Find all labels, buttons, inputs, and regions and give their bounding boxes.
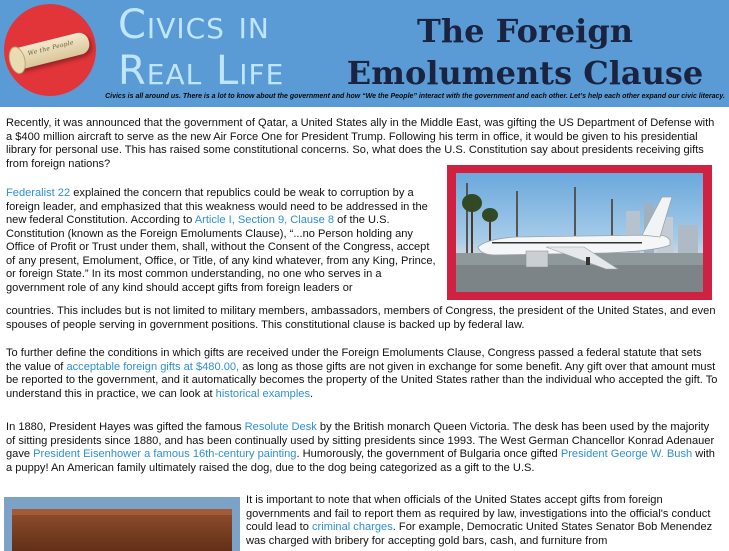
site-logo-text [118,2,328,94]
aircraft-photo-frame [447,165,712,300]
para4-text-3: . Humorously, the government of Bulgaria once gifted [296,448,561,460]
statute-paragraph [6,347,718,401]
criminal-charges-link[interactable]: criminal charges [312,521,393,533]
para4-text-2: by the British monarch Queen Victoria. The desk has been used by the majority of sitting presidents since 1880, and has been continually used by sitting presidents since 1993. The West German Chancellor Konrad Adenauer gave [6,421,715,460]
examples-paragraph [6,421,718,475]
intro-paragraph: Recently, it was announced that the government of Qatar, a United States ally in the Middle East, was gifting the US Department of Defense with a $400 million aircraft to serve as the new Air Force One for President Trump. Following his term in office, it would be given to his presidential library for personal use. This has raised some constitutional concerns. So, what does the U.S. Constitution say about presidents receiving gifts from foreign nations? [6,117,715,170]
para2-text-2: of the U.S. Constitution (known as the Foreign Emoluments Clause), “...no Person holding any Office of Profit or Trust under them, shall, without the Consent of the Congress, accept of any present, Emolument, Office, or Title, of any kind whatever, from any King, Prince, or foreign State.” In its most common understanding, no one who serves in a government role of any kind should accept gifts from foreign leaders or [6,214,436,294]
page-title [345,10,705,94]
federalist-paragraph [6,187,438,295]
resolute-desk-photo [12,509,232,551]
airplane-image [456,173,703,292]
para3-text-1: To further define the conditions in which gifts are received under the Foreign Emoluments Clause, Congress passed a federal statute that sets the value of [6,347,702,373]
historical-examples-link[interactable]: historical examples [215,387,311,400]
george-w-bush-link[interactable]: President George W. Bush [560,448,693,460]
charges-paragraph [246,494,716,548]
federalist-22-link[interactable]: Federalist 22 [6,187,71,199]
article-1-link[interactable]: Article I, Section 9, Clause 8 [194,214,335,226]
para2-text-1: explained the concern that republics could be weak to corruption by a foreign leader, and emphasized that this weakness would need to be addressed in the new federal Constitution. According to [6,187,428,226]
header-banner [0,0,729,107]
resolute-desk-link[interactable]: Resolute Desk [244,421,317,433]
para3-text-2: as long as those gifts are not given in exchange for some benefit. Any gift over that amount must be reported to the government, and it automatically becomes the property of the United States rather than the individual who accepted the gift. To understand this in practice, we can look at [6,360,718,400]
para3-text-3: . [310,387,314,400]
logo-line-1: Civics in [118,2,270,48]
para4-text-4: with a puppy! An American family ultimately raised the dog, due to the dog being categorized as a gift to the U.S. [6,448,715,474]
scroll-text: We the People [27,39,75,58]
title-line-2: Emoluments Clause [346,54,704,92]
title-line-1: The Foreign [417,12,633,50]
resolute-desk-photo-frame [4,497,240,551]
tagline: Civics is all around us. There is a lot to know about the government and how “We the People” interact with the government and each other. Let’s help each other expand our civic literacy. [105,93,725,100]
federalist-continued: countries. This includes but is not limited to military members, ambassadors, members of Congress, the president of the United States, and even spouses of people serving in government positions. This constitutional clause is backed up by federal law. [6,305,716,331]
logo-circle [4,4,96,96]
para5-text-1: It is important to note that when officials of the United States accept gifts from foreign governments and fail to report them as required by law, investigations into the official's conduct could lead to [246,494,711,533]
para5-text-2: . For example, Democratic United States Senator Bob Menendez was charged with bribery for accepting gold bars, cash, and furniture from [246,521,713,547]
eisenhower-painting-link[interactable]: President Eisenhower a famous 16th-century painting [33,448,297,460]
logo-line-2: Real Life [118,48,285,94]
para4-text-1: In 1880, President Hayes was gifted the famous [6,421,245,433]
gift-limit-link[interactable]: acceptable foreign gifts at $480.00, [66,360,240,373]
aircraft-photo [456,173,703,292]
scroll-icon [9,31,92,72]
